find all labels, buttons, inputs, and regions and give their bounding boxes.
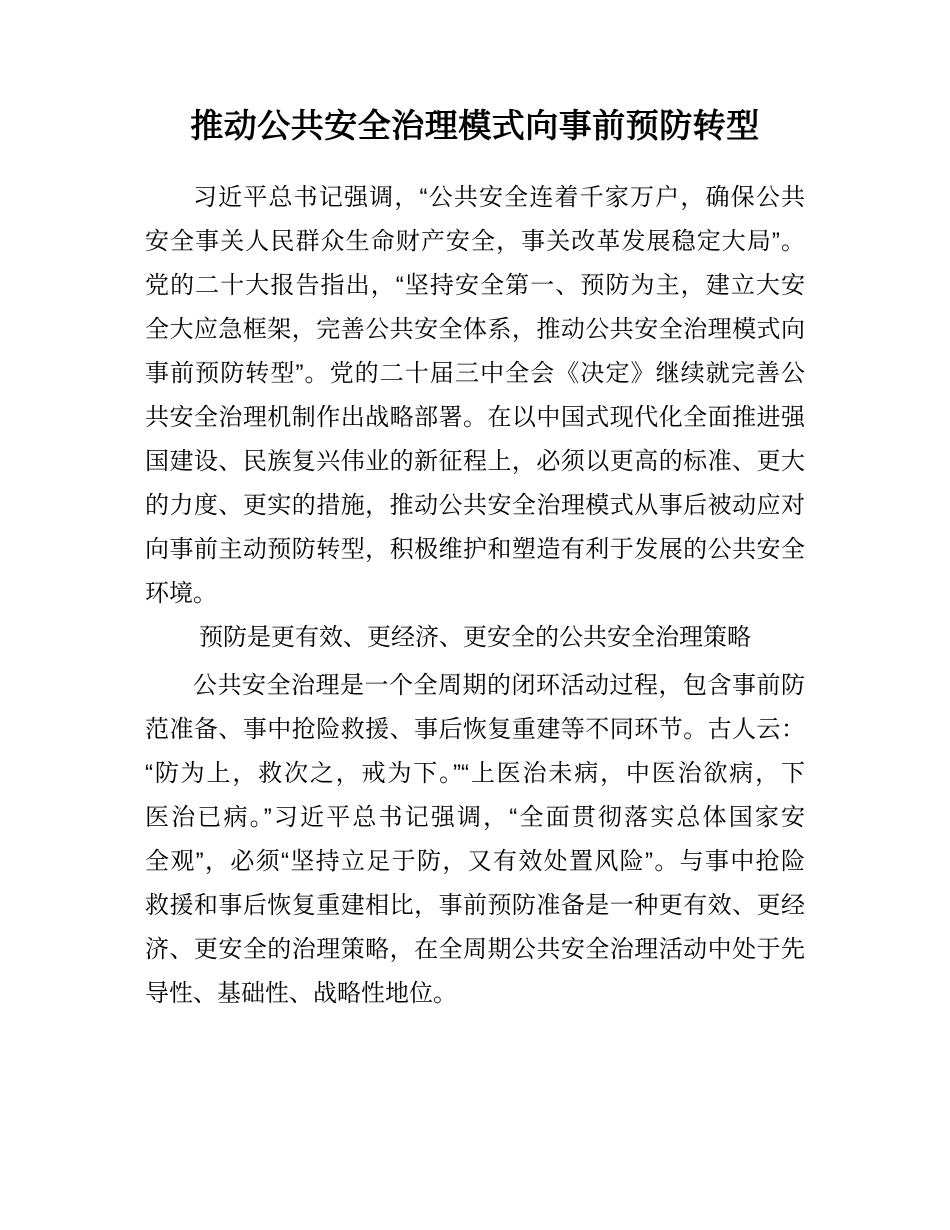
paragraph-1	[145, 176, 805, 616]
text-line: 共安全治理机制作出战略部署。在以中国式现代化全面推进强	[145, 404, 805, 431]
text-line: 导性、基础性、战略性地位。	[145, 980, 457, 1007]
text-line: 习近平总书记强调，“公共安全连着千家万户，确保公共	[193, 184, 805, 211]
section-subheading: 预防是更有效、更经济、更安全的公共安全治理策略	[199, 624, 751, 651]
text-line: 向事前主动预防转型，积极维护和塑造有利于发展的公共安全	[145, 536, 805, 563]
text-line: 公共安全治理是一个全周期的闭环活动过程，包含事前防	[193, 672, 805, 699]
document-title: 推动公共安全治理模式向事前预防转型	[190, 107, 760, 144]
text-line: 全大应急框架，完善公共安全体系，推动公共安全治理模式向	[145, 316, 805, 343]
text-line: 国建设、民族复兴伟业的新征程上，必须以更高的标准、更大	[145, 448, 805, 475]
text-line: 济、更安全的治理策略，在全周期公共安全治理活动中处于先	[145, 936, 805, 963]
text-line: 全观”，必须“坚持立足于防，又有效处置风险”。与事中抢险	[145, 848, 805, 875]
text-line: 医治已病。”习近平总书记强调，“全面贯彻落实总体国家安	[145, 804, 805, 831]
text-line: 党的二十大报告指出，“坚持安全第一、预防为主，建立大安	[145, 272, 805, 299]
text-line: 范准备、事中抢险救援、事后恢复重建等不同环节。古人云：	[145, 716, 805, 743]
text-line: 的力度、更实的措施，推动公共安全治理模式从事后被动应对	[145, 492, 805, 519]
text-line: “防为上，救次之，戒为下。”“上医治未病，中医治欲病，下	[145, 760, 805, 787]
text-line: 环境。	[145, 580, 217, 607]
text-line: 救援和事后恢复重建相比，事前预防准备是一种更有效、更经	[145, 892, 805, 919]
text-line: 安全事关人民群众生命财产安全，事关改革发展稳定大局”。	[145, 228, 805, 255]
paragraph-2	[145, 664, 805, 1016]
text-line: 事前预防转型”。党的二十届三中全会《决定》继续就完善公	[145, 360, 805, 387]
